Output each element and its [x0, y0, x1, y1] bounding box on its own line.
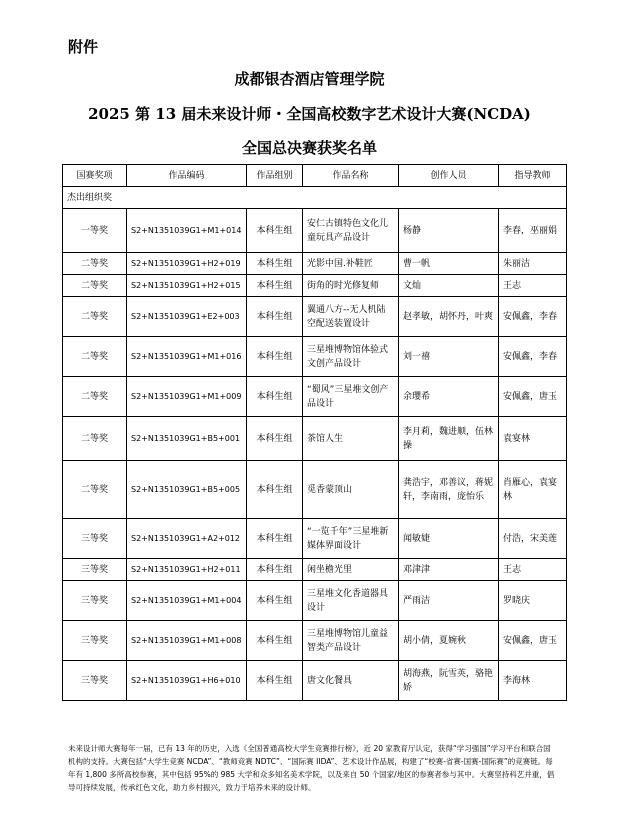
code-cell: S2+N1351039G1+B5+001	[127, 417, 247, 461]
creators-cell: 严雨洁	[399, 581, 499, 621]
title-cell: 三星堆博物馆儿童益智类产品设计	[303, 621, 399, 661]
group-cell: 本科生组	[247, 461, 303, 519]
code-cell: S2+N1351039G1+H2+011	[127, 559, 247, 581]
code-cell: S2+N1351039G1+E2+003	[127, 297, 247, 337]
code-cell: S2+N1351039G1+H2+019	[127, 253, 247, 275]
creators-cell: 闻敏婕	[399, 519, 499, 559]
group-cell: 本科生组	[247, 275, 303, 297]
group-cell: 本科生组	[247, 377, 303, 417]
advisors-cell: 朱丽洁	[499, 253, 567, 275]
advisors-cell: 王志	[499, 559, 567, 581]
title-cell: 安仁古镇特色文化儿童玩具产品设计	[303, 209, 399, 253]
header-advisors: 指导教师	[499, 165, 567, 187]
group-cell: 本科生组	[247, 519, 303, 559]
advisors-cell: 安佩鑫，李春	[499, 337, 567, 377]
title-cell: “一览千年”三星堆新媒体界面设计	[303, 519, 399, 559]
title-cell: 翼通八方--无人机陆空配送装置设计	[303, 297, 399, 337]
table-row	[63, 461, 567, 519]
advisors-cell: 付浩，宋美莲	[499, 519, 567, 559]
award-cell: 二等奖	[63, 297, 127, 337]
advisors-cell: 袁宴林	[499, 417, 567, 461]
header-code: 作品编码	[127, 165, 247, 187]
award-cell: 三等奖	[63, 559, 127, 581]
section-label: 杰出组织奖	[63, 187, 567, 209]
title-cell: “蜀风”三星堆文创产品设计	[303, 377, 399, 417]
code-cell: S2+N1351039G1+H2+015	[127, 275, 247, 297]
title-cell: 唐文化餐具	[303, 661, 399, 701]
code-cell: S2+N1351039G1+B5+005	[127, 461, 247, 519]
award-cell: 二等奖	[63, 275, 127, 297]
code-cell: S2+N1351039G1+M1+004	[127, 581, 247, 621]
code-cell: S2+N1351039G1+M1+014	[127, 209, 247, 253]
table-header-row	[63, 165, 567, 187]
creators-cell: 杨静	[399, 209, 499, 253]
advisors-cell: 罗晓庆	[499, 581, 567, 621]
creators-cell: 李月莉，魏进顺，伍林操	[399, 417, 499, 461]
group-cell: 本科生组	[247, 621, 303, 661]
group-cell: 本科生组	[247, 581, 303, 621]
header-title: 作品名称	[303, 165, 399, 187]
title-cell: 三星堆博物馆体验式文创产品设计	[303, 337, 399, 377]
title-cell: 茶馆人生	[303, 417, 399, 461]
table-row	[63, 519, 567, 559]
advisors-cell: 李春，巫丽娟	[499, 209, 567, 253]
section-row	[63, 187, 567, 209]
table-row	[63, 253, 567, 275]
advisors-cell: 安佩鑫，李春	[499, 297, 567, 337]
award-cell: 二等奖	[63, 461, 127, 519]
school-title: 成都银杏酒店管理学院	[234, 70, 385, 88]
award-cell: 一等奖	[63, 209, 127, 253]
group-cell: 本科生组	[247, 253, 303, 275]
advisors-cell: 安佩鑫，唐玉	[499, 621, 567, 661]
group-cell: 本科生组	[247, 297, 303, 337]
award-cell: 二等奖	[63, 253, 127, 275]
awards-table	[62, 164, 567, 701]
table-row	[63, 621, 567, 661]
creators-cell: 龚浩宇，邓善议，蒋妮轩，李南雨，庞怡乐	[399, 461, 499, 519]
header-award: 国赛奖项	[63, 165, 127, 187]
table-row	[63, 661, 567, 701]
advisors-cell: 安佩鑫，唐玉	[499, 377, 567, 417]
creators-cell: 文灿	[399, 275, 499, 297]
title-cell: 街角的时光修复师	[303, 275, 399, 297]
award-cell: 三等奖	[63, 621, 127, 661]
header-group: 作品组别	[247, 165, 303, 187]
header-creators: 创作人员	[399, 165, 499, 187]
table-row	[63, 297, 567, 337]
creators-cell: 赵孝敏，胡怀丹，叶爽	[399, 297, 499, 337]
competition-title: 2025 第 13 届未来设计师・全国高校数字艺术设计大赛(NCDA)	[88, 105, 531, 123]
group-cell: 本科生组	[247, 661, 303, 701]
code-cell: S2+N1351039G1+M1+008	[127, 621, 247, 661]
award-cell: 三等奖	[63, 661, 127, 701]
footnote: 未来设计师大赛每年一届，已有 13 年的历史，入选《全国普通高校大学生竞赛排行榜》，近 20 家教育厅认定，获得“学习强国”学习平台和联合国机构的支持。大赛包括“大学生竞赛 NCDA”、“教师竞赛 NDTC”、“国际赛 IIDA”、艺术设计作品展，构建了“校赛-省赛-国赛-国际赛”的竞赛链。每年有 1,800 多所高校参赛，其中包括 95%的 985 大学和众多知名美术学院，以及来自 50 个国家/地区的参赛者参与其中。大赛坚持科艺并重，倡导可持续发展，传承红色文化，助力乡村振兴，致力于培养未来的设计师。	[68, 744, 555, 792]
group-cell: 本科生组	[247, 417, 303, 461]
table-row	[63, 209, 567, 253]
attachment-label: 附件	[68, 38, 99, 56]
creators-cell: 余璎希	[399, 377, 499, 417]
table-row	[63, 581, 567, 621]
creators-cell: 胡海燕，阮雪英，骆艳娇	[399, 661, 499, 701]
creators-cell: 曹一帆	[399, 253, 499, 275]
title-cell: 闲坐檐光里	[303, 559, 399, 581]
creators-cell: 刘一禧	[399, 337, 499, 377]
award-cell: 三等奖	[63, 519, 127, 559]
code-cell: S2+N1351039G1+M1+016	[127, 337, 247, 377]
award-cell: 三等奖	[63, 581, 127, 621]
award-cell: 二等奖	[63, 377, 127, 417]
award-cell: 二等奖	[63, 417, 127, 461]
group-cell: 本科生组	[247, 559, 303, 581]
code-cell: S2+N1351039G1+M1+009	[127, 377, 247, 417]
table-row	[63, 377, 567, 417]
creators-cell: 胡小倩，夏婉秋	[399, 621, 499, 661]
title-cell: 觅香蒙顶山	[303, 461, 399, 519]
list-title: 全国总决赛获奖名单	[241, 139, 377, 157]
group-cell: 本科生组	[247, 209, 303, 253]
title-cell: 三星堆文化香道器具设计	[303, 581, 399, 621]
award-cell: 二等奖	[63, 337, 127, 377]
title-cell: 光影中国.补鞋匠	[303, 253, 399, 275]
advisors-cell: 王志	[499, 275, 567, 297]
group-cell: 本科生组	[247, 337, 303, 377]
table-row	[63, 337, 567, 377]
table-row	[63, 559, 567, 581]
code-cell: S2+N1351039G1+H6+010	[127, 661, 247, 701]
advisors-cell: 肖雁心，袁宴林	[499, 461, 567, 519]
table-row	[63, 275, 567, 297]
code-cell: S2+N1351039G1+A2+012	[127, 519, 247, 559]
advisors-cell: 李海林	[499, 661, 567, 701]
table-row	[63, 417, 567, 461]
creators-cell: 邓津津	[399, 559, 499, 581]
